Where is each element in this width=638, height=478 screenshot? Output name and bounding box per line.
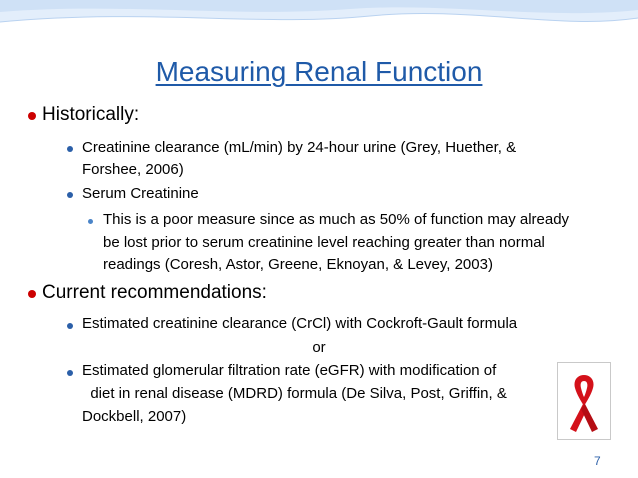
bullet-creatinine-clearance-line2: Forshee, 2006) [82, 161, 184, 178]
bullet-poor-measure-line3: readings (Coresh, Astor, Greene, Eknoyan, & Levey, 2003) [103, 256, 493, 273]
bullet-dot-level2 [67, 370, 73, 376]
bullet-estimated-crcl: Estimated creatinine clearance (CrCl) with Cockroft-Gault formula [82, 315, 518, 332]
bullet-dot-level1 [28, 112, 36, 120]
header-wave-decoration [0, 0, 638, 60]
bullet-dot-level2 [67, 146, 73, 152]
bullet-dot-level3 [88, 219, 93, 224]
or-connector: or [312, 339, 326, 356]
bullet-estimated-egfr-line1: Estimated glomerular filtration rate (eGFR) with modification of [82, 362, 497, 379]
bullet-creatinine-clearance-line1: Creatinine clearance (mL/min) by 24-hour urine (Grey, Huether, & [82, 139, 517, 156]
bullet-historically: Historically: [42, 104, 140, 125]
bullet-current-recommendations: Current recommendations: [42, 282, 267, 303]
bullet-estimated-egfr-line3: Dockbell, 2007) [82, 408, 187, 425]
awareness-ribbon-image [557, 362, 611, 440]
bullet-serum-creatinine: Serum Creatinine [82, 185, 199, 202]
bullet-dot-level1 [28, 290, 36, 298]
bullet-estimated-egfr-line2: diet in renal disease (MDRD) formula (De Silva, Post, Griffin, & [82, 385, 507, 402]
slide-title: Measuring Renal Function [155, 56, 483, 87]
page-number: 7 [594, 454, 601, 468]
awareness-ribbon-icon [558, 363, 610, 439]
bullet-dot-level2 [67, 192, 73, 198]
bullet-dot-level2 [67, 323, 73, 329]
bullet-poor-measure-line2: be lost prior to serum creatinine level reaching greater than normal [103, 234, 545, 251]
bullet-poor-measure-line1: This is a poor measure since as much as 50% of function may already [103, 211, 570, 228]
